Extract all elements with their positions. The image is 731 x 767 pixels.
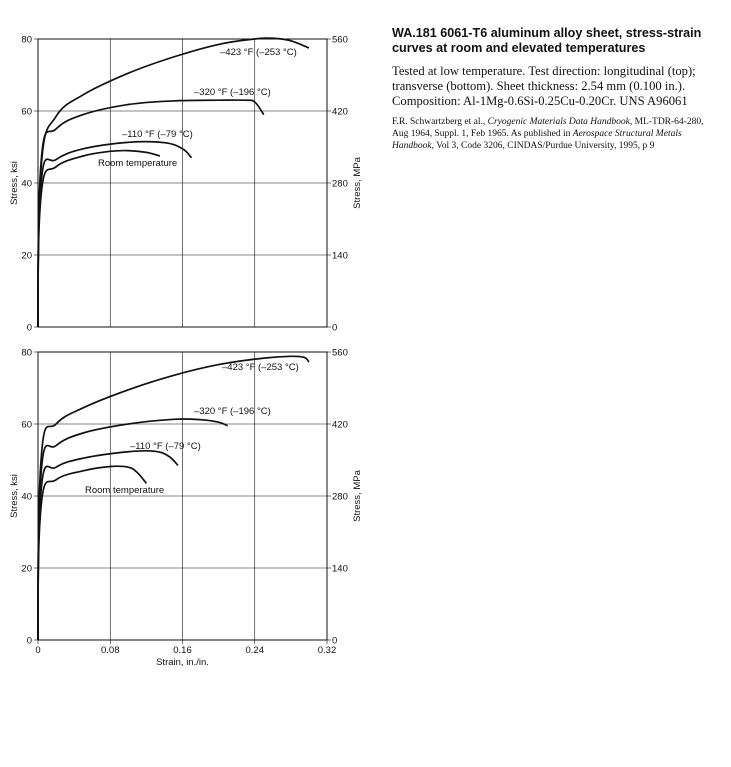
source-handbook: Cryogenic Materials Data Handbook, bbox=[487, 117, 633, 127]
y2-tick-label: 560 bbox=[332, 34, 348, 46]
figure-title: WA.181 6061-T6 aluminum alloy sheet, stress-strain curves at room and elevated temperatures bbox=[392, 26, 702, 55]
figure-description: Tested at low temperature. Test direction: longitudinal (top); transverse (bottom). Sheet thickness: 2.54 mm (0.100 in.). Composition: Al-1Mg-0.6Si-0.25Cu-0.20Cr. UNS A96061 bbox=[392, 64, 696, 108]
source-prefix: F.R. Schwartzberg et al., bbox=[392, 117, 488, 127]
y2-tick-label: 280 bbox=[332, 178, 348, 190]
y-axis-label: Stress, ksi bbox=[9, 474, 20, 518]
curve-423f bbox=[38, 356, 309, 640]
x-tick-label: 0.24 bbox=[245, 645, 264, 656]
curve-room-temperature bbox=[38, 150, 160, 327]
y2-tick-label: 0 bbox=[332, 635, 338, 647]
chart-panel-top bbox=[9, 35, 363, 334]
y-tick-label: 20 bbox=[21, 250, 32, 262]
y-tick-label: 40 bbox=[21, 491, 32, 503]
y2-tick-label: 140 bbox=[332, 250, 348, 262]
y2-tick-label: 420 bbox=[332, 106, 348, 118]
stress-strain-charts bbox=[0, 0, 370, 700]
source-publication: Aerospace Structural Metals Handbook, bbox=[392, 129, 682, 151]
y-axis-label: Stress, ksi bbox=[9, 161, 20, 205]
x-tick-label: 0.08 bbox=[101, 645, 120, 656]
chart-panel-bottom bbox=[9, 348, 363, 669]
label-room-temperature: Room temperature bbox=[98, 158, 178, 169]
y-tick-label: 80 bbox=[21, 34, 32, 46]
charts-area bbox=[0, 0, 370, 700]
curve-110f bbox=[38, 142, 192, 327]
label-110f: –110 °F (–79 °C) bbox=[130, 441, 201, 452]
y-tick-label: 0 bbox=[26, 322, 32, 334]
y2-tick-label: 140 bbox=[332, 563, 348, 575]
x-tick-label: 0.32 bbox=[317, 645, 337, 656]
y2-tick-label: 280 bbox=[332, 491, 348, 503]
y-tick-label: 60 bbox=[21, 419, 32, 431]
source-suffix: Vol 3, Code 3206, CINDAS/Purdue University, 1995, p 9 bbox=[433, 141, 655, 151]
x-tick-label: 0 bbox=[35, 645, 41, 656]
caption-panel bbox=[392, 26, 710, 152]
label-320f: –320 °F (–196 °C) bbox=[194, 87, 271, 98]
y-tick-label: 20 bbox=[21, 563, 32, 575]
y-tick-label: 80 bbox=[21, 347, 32, 359]
y2-axis-label: Stress, MPa bbox=[352, 157, 363, 209]
y2-tick-label: 420 bbox=[332, 419, 348, 431]
y-tick-label: 0 bbox=[26, 635, 32, 647]
y-tick-label: 40 bbox=[21, 178, 32, 190]
label-423f: –423 °F (–253 °C) bbox=[222, 362, 299, 373]
label-110f: –110 °F (–79 °C) bbox=[122, 129, 193, 140]
curve-110f bbox=[38, 451, 178, 640]
y-tick-label: 60 bbox=[21, 106, 32, 118]
label-423f: –423 °F (–253 °C) bbox=[220, 47, 297, 58]
y2-tick-label: 560 bbox=[332, 347, 348, 359]
figure-source bbox=[392, 116, 710, 152]
label-320f: –320 °F (–196 °C) bbox=[194, 406, 271, 417]
curve-423f bbox=[38, 38, 309, 327]
source-middle: ML-TDR-64-280, Aug 1964, Suppl. 1, Feb 1965. As published in bbox=[392, 117, 704, 139]
label-room-temperature: Room temperature bbox=[85, 485, 165, 496]
x-axis-label: Strain, in./in. bbox=[156, 657, 209, 668]
x-tick-label: 0.16 bbox=[173, 645, 192, 656]
y2-tick-label: 0 bbox=[332, 322, 338, 334]
y2-axis-label: Stress, MPa bbox=[352, 470, 363, 522]
